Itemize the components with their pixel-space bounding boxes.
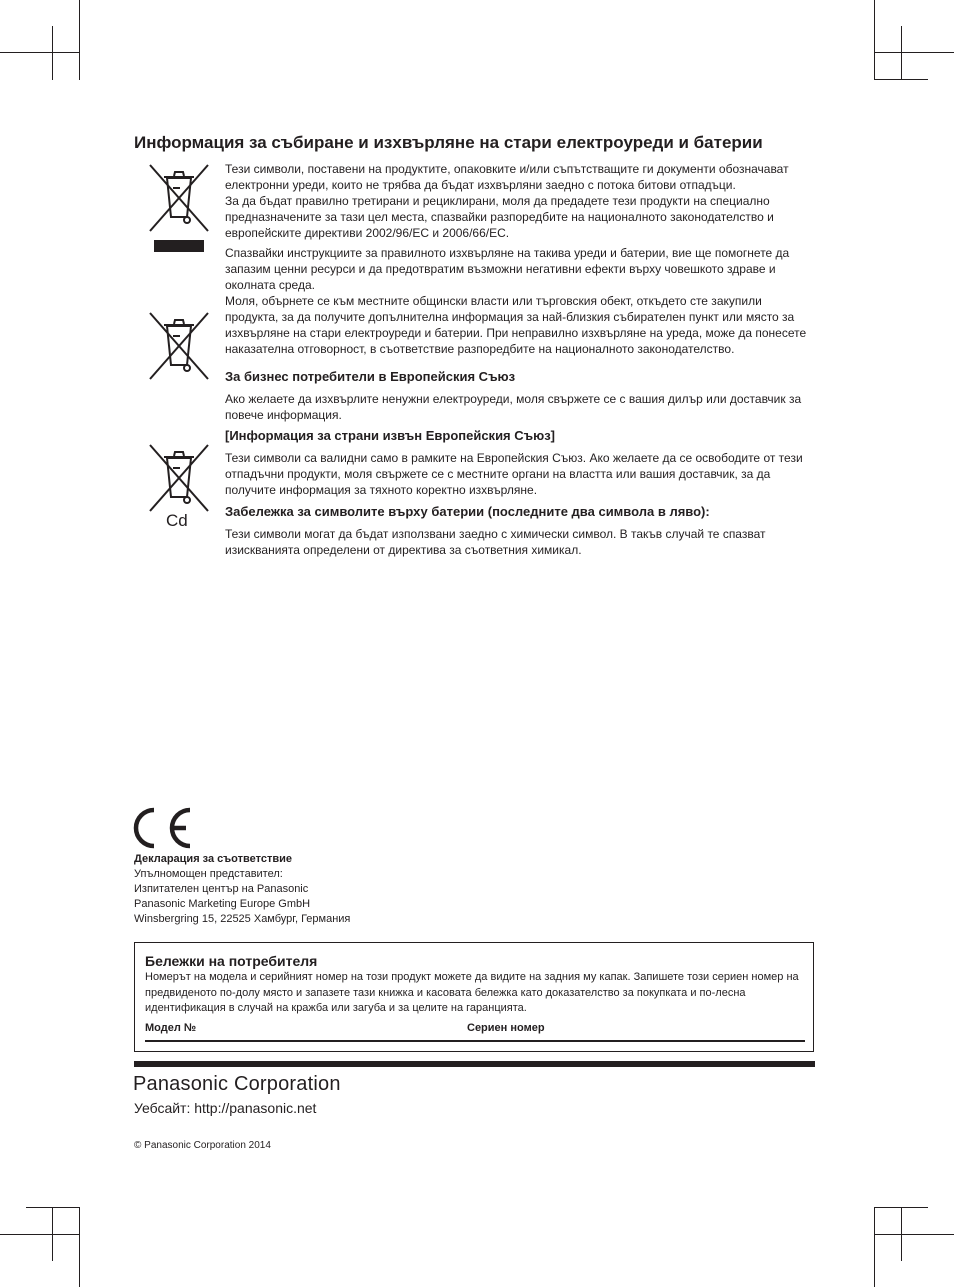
- crossed-out-wheelie-bin-icon: [147, 163, 211, 233]
- section-text: Ако желаете да изхвърлите ненужни електроуреди, моля свържете се с вашия дилър или доставчик за повече информация.: [225, 392, 802, 422]
- crop-mark: [79, 0, 80, 80]
- crop-mark: [874, 52, 954, 53]
- declaration-line: Panasonic Marketing Europe GmbH: [134, 898, 311, 910]
- section-battery-symbols: [225, 503, 817, 558]
- paragraph: Спазвайки инструкциите за правилното изхвърляне на такива уреди и батерии, вие ще помогнете да запазим ценни ресурси и да предотвратим възможни негативни ефекти върху човешкото здраве и околната среда.: [225, 246, 790, 292]
- serial-number-label: Сериен номер: [467, 1022, 545, 1034]
- crop-mark: [52, 26, 53, 80]
- paragraph: Тези символи, поставени на продуктите, опаковките и/или съпътстващите ги документи обозначават електронни уреди, които не трябва да бъдат изхвърляни заедно с потока битови отпадъци.: [225, 162, 789, 192]
- disposal-info-text: [225, 161, 817, 558]
- crop-mark: [874, 1207, 928, 1208]
- paragraph: За да бъдат правилно третирани и рециклирани, моля да предадете тези продукти на специално предназначените за тази цел места, спазвайки разпоредбите на националното законодателство и европейските директиви 2002/96/ЕС и 2006/66/ЕС.: [225, 194, 774, 240]
- crossed-out-wheelie-bin-icon: [147, 311, 211, 381]
- crop-mark: [26, 1207, 79, 1208]
- declaration-line: Winsbergring 15, 22525 Хамбург, Германия: [134, 913, 351, 925]
- section-heading: Забележка за символите върху батерии (последните два символа в ляво):: [225, 504, 710, 519]
- crop-mark: [874, 1207, 875, 1287]
- crop-mark: [0, 1234, 79, 1235]
- copyright-text: © Panasonic Corporation 2014: [134, 1140, 271, 1151]
- user-notes-title: Бележки на потребителя: [145, 953, 318, 969]
- user-notes-box: [134, 942, 814, 1052]
- black-bar-symbol: [154, 240, 204, 252]
- crop-mark: [874, 0, 875, 80]
- crop-mark: [52, 1207, 53, 1261]
- declaration-title: Декларация за съответствие: [134, 853, 292, 865]
- crossed-out-wheelie-bin-icon: [147, 443, 211, 513]
- page-title: Информация за събиране и изхвърляне на стари електроуреди и батерии: [134, 133, 763, 152]
- user-notes-text: Номерът на модела и серийният номер на този продукт можете да видите на задния му капак. Запишете този сериен номер на предвиденото по-долу място и запазете тази книжка и касовата бележка като доказателство за покупката и по-лесна идентификация в случай на кражба или загуба и за целите на гаранцията.: [145, 971, 799, 1014]
- section-heading: [Информация за страни извън Европейския Съюз]: [225, 428, 556, 443]
- declaration-line: Изпитателен център на Panasonic: [134, 883, 309, 895]
- section-business-users: [225, 368, 817, 423]
- chemical-symbol-label: Cd: [166, 511, 188, 530]
- section-outside-eu: [225, 427, 817, 498]
- footer-rule: [134, 1061, 815, 1067]
- corporation-logo-text: Panasonic Corporation: [133, 1073, 341, 1095]
- write-in-line: [145, 1040, 805, 1042]
- section-text: Тези символи могат да бъдат използвани заедно с химически символ. В такъв случай те спазват изискванията определени от директива за съответния химикал.: [225, 527, 766, 557]
- crop-mark: [901, 26, 902, 80]
- crop-mark: [26, 52, 80, 53]
- crop-mark: [79, 1207, 80, 1287]
- website-text: Уебсайт: http://panasonic.net: [134, 1100, 317, 1116]
- crop-mark: [901, 1207, 902, 1261]
- model-number-label: Модел №: [145, 1022, 197, 1034]
- section-heading: За бизнес потребители в Европейския Съюз: [225, 369, 516, 384]
- section-text: Тези символи са валидни само в рамките на Европейския Съюз. Ако желаете да се освободите от тези отпадъчни продукти, моля свържете се с местните органи на властта или вашия доставчик, за да получите информация за тяхното коректно изхвърляне.: [225, 451, 803, 497]
- declaration-of-conformity: [134, 852, 534, 927]
- paragraph: Моля, обърнете се към местните общински власти или търговския обект, откъдето сте закупили продукта, за да получите допълнителна информация за най-близкия събирателен пункт или място за изхвърляне на стари електроуреди и батерии. При неправилно изхвърляне на уреда, може да понесете наказателна отговорност, в съответствие разпоредбите на националното законодателство.: [225, 294, 807, 356]
- ce-mark-icon: [133, 806, 195, 850]
- declaration-line: Упълномощен представител:: [134, 868, 283, 880]
- crop-mark: [874, 1234, 954, 1235]
- crop-mark: [874, 79, 928, 80]
